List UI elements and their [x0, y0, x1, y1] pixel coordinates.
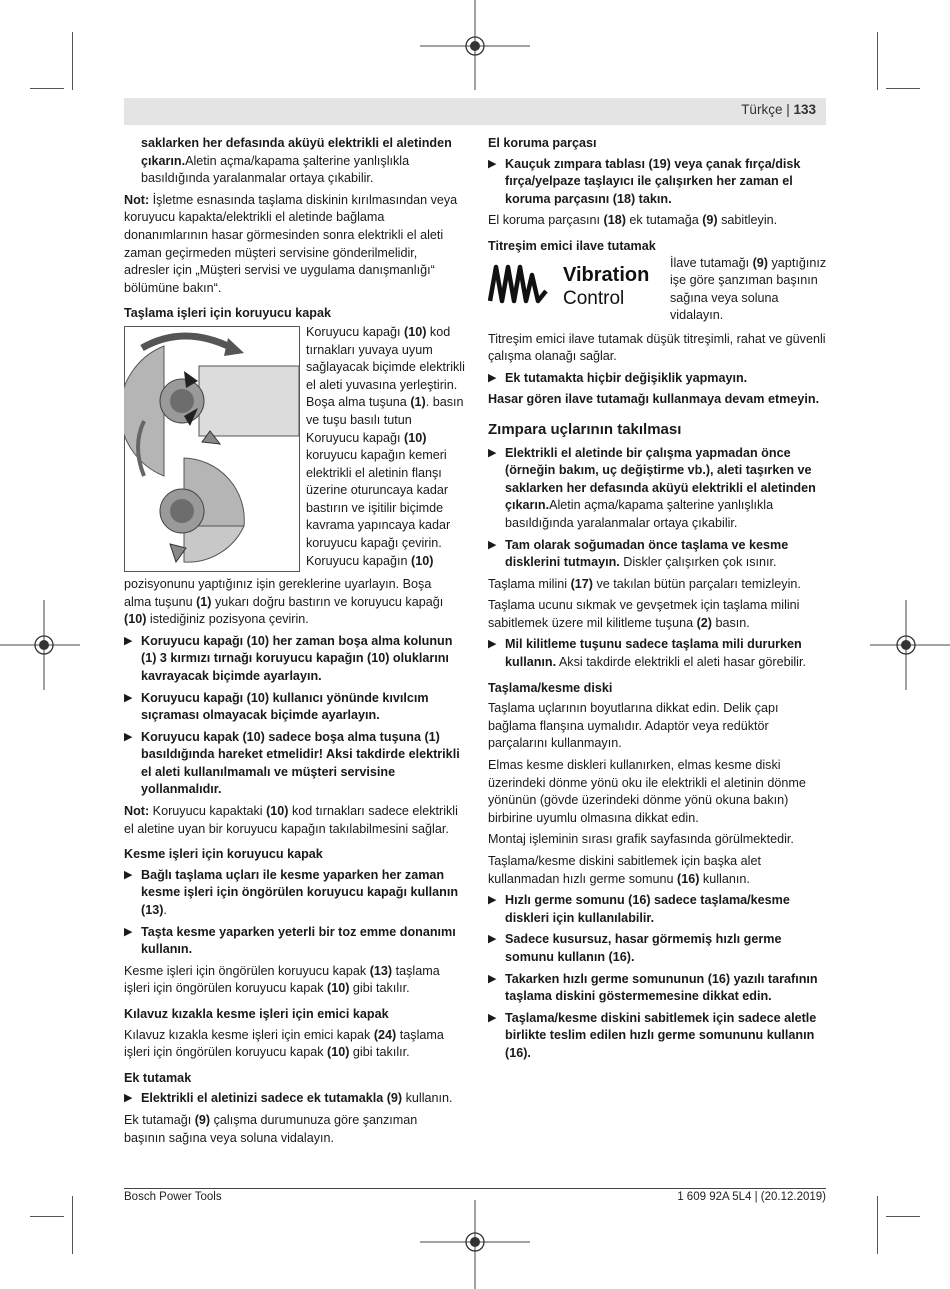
bullet-arrow-icon: ▶ — [488, 894, 497, 907]
bullet-item — [488, 537, 826, 572]
bullet-item — [124, 924, 462, 959]
bullet-arrow-icon: ▶ — [488, 157, 497, 170]
bullet-arrow-icon: ▶ — [488, 371, 497, 384]
logo-word-control: Control — [563, 287, 625, 309]
bullet-arrow-icon: ▶ — [124, 691, 133, 704]
ref: (9) — [194, 1112, 211, 1127]
aux-paragraph — [124, 1112, 462, 1147]
section-heading-cut: Kesme işleri için koruyucu kapak — [124, 847, 323, 862]
bullet-text: Sadece kusursuz, hasar görmemiş hızlı germe somunu kullanın (16). — [505, 932, 782, 964]
bullet-text: Elektrikli el aletinde bir çalışma yapmadan önce (örneğin bakım, uç değiştirme vb.), aleti taşırken ve saklarken her defasında aküyü elektrikli el aletinden çıkarın. — [505, 445, 816, 513]
section-heading-aux: Ek tutamak — [124, 1070, 192, 1085]
text: Kılavuz kızakla kesme işleri için emici kapak — [124, 1027, 374, 1042]
section-heading-guard: Taşlama işleri için koruyucu kapak — [124, 306, 331, 321]
vibration-block — [488, 255, 827, 331]
text: ve takılan bütün parçaları temizleyin. — [593, 576, 801, 591]
header-language: Türkçe — [741, 102, 783, 117]
text: İlave tutamağı — [670, 255, 753, 270]
note-paragraph-2 — [124, 803, 462, 838]
note-text: İşletme esnasında taşlama diskinin kırılmasından veya koruyucu kapakta/elektrikli el aletinde bağlama donanımlarının hasar görmesinden sonra elektrikli el aleti zaman geçirmeden müşteri servisine gönderilmelidir, adresler için „Müşteri servisi ve uygulama danışmanlığı“ bölümüne bakın“. — [124, 192, 458, 295]
bullet-text: Elektrikli el aletinizi sadece ek tutamakla (9) — [141, 1091, 403, 1106]
ref: (1) — [196, 594, 212, 609]
registration-mark-icon — [420, 1200, 530, 1289]
page-number: 133 — [793, 102, 816, 117]
guard-figure-block — [124, 324, 465, 576]
text: sabitleyin. — [717, 213, 778, 228]
bullet-arrow-icon: ▶ — [488, 538, 497, 551]
vibration-side-text — [670, 255, 830, 325]
bullet-item — [124, 867, 462, 920]
crop-mark — [30, 1216, 64, 1217]
bullet-text: Taşlama/kesme diskini sabitlemek için sadece aletle birlikte teslim edilen hızlı germe somununu kullanın (16). — [505, 1010, 817, 1060]
crop-mark — [72, 1196, 73, 1254]
intro-paragraph — [124, 135, 462, 188]
ref: (10) — [266, 804, 289, 819]
text: taşlama işleri için öngörülen koruyucu kapak — [124, 1027, 444, 1060]
section-heading-vibration: Titreşim emici ilave tutamak — [488, 238, 656, 253]
guard-continuation — [124, 576, 462, 629]
ref: (10) — [327, 981, 350, 996]
bullet-text: kullanın. — [402, 1091, 453, 1106]
text: Taşlama/kesme diskini sabitlemek için başka alet kullanmadan hızlı germe somunu — [488, 854, 761, 886]
bullet-item — [488, 892, 826, 927]
text: gibi takılır. — [349, 1045, 410, 1060]
logo-word-vibration: Vibration — [563, 263, 650, 286]
text: Koruyucu kapaktaki — [149, 804, 267, 819]
note-label: Not: — [124, 192, 150, 207]
crop-mark — [886, 88, 920, 89]
lock-paragraph — [488, 597, 826, 632]
text: basın. — [711, 615, 750, 630]
disc-paragraph-1: Taşlama uçlarının boyutlarına dikkat edin. Delik çapı bağlama flanşına uymalıdır. Adaptör veya redüktör parçalarını kullanmayın. — [488, 701, 779, 751]
bullet-text: Koruyucu kapağı (10) kullanıcı yönünde kıvılcım sıçraması olmayacak biçimde ayarlayın. — [141, 690, 429, 723]
sled-paragraph — [124, 1027, 462, 1062]
bullet-arrow-icon: ▶ — [124, 634, 133, 647]
ref: (10) — [124, 612, 147, 627]
bullet-text: Tam olarak soğumadan önce taşlama ve kesme disklerini tutmayın. — [505, 537, 789, 570]
bullet-item — [124, 633, 462, 686]
bullet-item — [488, 445, 826, 533]
crop-mark — [886, 1216, 920, 1217]
note-label: Not: — [124, 804, 150, 819]
bullet-item — [124, 1090, 462, 1108]
bullet-text: Mil kilitleme tuşunu sadece taşlama mili dururken kullanın. — [505, 637, 802, 670]
text: taşlama işleri için öngörülen koruyucu kapak — [124, 963, 440, 996]
bullet-item — [488, 971, 826, 1006]
hand-paragraph — [488, 212, 826, 230]
crop-mark — [877, 1196, 878, 1254]
right-column — [488, 135, 826, 1067]
ref: (17) — [570, 576, 593, 591]
text: yaptığınız işe göre şanzıman başının sağına veya soluna vidalayın. — [670, 255, 827, 323]
text: çalışma durumunuza göre şanzıman başının sağına veya soluna vidalayın. — [124, 1112, 418, 1145]
fig-text: kod tırnakları yuvaya uyum sağlayacak biçimde elektrikli el aleti yuvasına yerleştirin. Boşa alma tuşuna — [306, 324, 465, 410]
intro-text: Aletin açma/kapama şalterine yanlışlıkla basıldığında yaralanmalar ortaya çıkabilir. — [141, 153, 410, 186]
crop-mark — [72, 32, 73, 90]
ref: (9) — [702, 213, 718, 228]
bullet-text: Hızlı germe somunu (16) sadece taşlama/kesme diskleri için kullanılabilir. — [505, 893, 790, 925]
vibration-paragraph: Titreşim emici ilave tutamak düşük titreşimli, rahat ve güvenli çalışma olanağı sağlar. — [488, 331, 826, 364]
bullet-arrow-icon: ▶ — [124, 868, 133, 881]
bullet-text: Bağlı taşlama uçları ile kesme yaparken her zaman kesme işleri için öngörülen koruyucu kapağı kullanın (13) — [141, 867, 459, 918]
bullet-item — [124, 729, 462, 799]
bullet-item — [488, 931, 826, 966]
ref: (18) — [603, 213, 626, 228]
section-heading-hand: El koruma parçası — [488, 136, 597, 150]
text: pozisyonunu yaptığınız işin gereklerine uyarlayın. Boşa alma tuşunu — [124, 576, 432, 609]
bullet-item — [488, 370, 826, 388]
clean-paragraph — [488, 576, 826, 594]
guard-installation-figure — [124, 326, 300, 572]
bullet-arrow-icon: ▶ — [488, 972, 497, 985]
note-paragraph — [124, 192, 462, 298]
bullet-text: Taşta kesme yaparken yeterli bir toz emme donanımı kullanın. — [141, 924, 456, 957]
bullet-text: Koruyucu kapak (10) sadece boşa alma tuşuna (1) basıldığında hareket etmelidir! Aksi takdirde elektrikli el aleti kullanılmamalı ve müşteri servisine yollanmalıdır. — [141, 729, 460, 797]
ref: (24) — [373, 1027, 397, 1042]
crop-mark — [30, 88, 64, 89]
bullet-item — [488, 156, 826, 209]
bullet-text: Koruyucu kapağı (10) her zaman boşa alma kolunun (1) 3 kırmızı tırnağı koruyucu kapağın (10) oluklarını kavrayacak biçimde ayarlayın. — [141, 633, 453, 683]
warning-text: Hasar gören ilave tutamağı kullanmaya devam etmeyin. — [488, 392, 820, 407]
ref: (16) — [677, 871, 700, 886]
ref: (9) — [752, 255, 769, 270]
section-heading-tools: Zımpara uçlarının takılması — [488, 420, 682, 438]
vibration-control-logo — [488, 261, 660, 309]
page-header — [124, 98, 826, 125]
fig-text: Koruyucu kapağı — [306, 430, 405, 445]
text: gibi takılır. — [349, 981, 410, 996]
disc-paragraph-4 — [488, 853, 826, 888]
disc-paragraph-2: Elmas kesme diskleri kullanırken, elmas kesme diski üzerindeki dönme yönü oku ile elektrikli el aletinin dönme yönünün (gövde üzerindeki dönme yönü okuna bakın) birbirine uyumlu olmasına dikkat edin. — [488, 758, 806, 825]
registration-mark-icon — [870, 600, 950, 690]
fig-text: . basın ve tuşu basılı tutun — [306, 395, 464, 427]
bullet-text: Takarken hızlı germe somununun (16) yazılı tarafının taşlama diskini göstermemesine dikkat edin. — [505, 971, 818, 1004]
text: Ek tutamağı — [124, 1112, 195, 1127]
left-column — [124, 135, 465, 1151]
bullet-arrow-icon: ▶ — [488, 638, 497, 651]
fig-text: Koruyucu kapağın — [306, 553, 412, 568]
bullet-text: Ek tutamakta hiçbir değişiklik yapmayın. — [505, 370, 748, 385]
footer-left: Bosch Power Tools — [124, 1191, 222, 1203]
text: yukarı doğru bastırın ve koruyucu kapağı — [211, 594, 444, 609]
fig-text: koruyucu kapağın kemeri elektrikli el aletinin flanşı üzerine oturuncaya kadar bastırın ve işitilir biçimde kavrama yapıncaya kadar koruyucu kapağı çevirin. — [306, 448, 451, 551]
footer-divider — [124, 1188, 826, 1189]
fig-ref: (10) — [411, 553, 434, 568]
bullet-arrow-icon: ▶ — [488, 1011, 497, 1024]
footer-right: 1 609 92A 5L4 | (20.12.2019) — [677, 1191, 826, 1203]
bullet-item — [488, 636, 826, 671]
registration-mark-icon — [420, 0, 530, 90]
bullet-arrow-icon: ▶ — [488, 446, 497, 459]
bullet-item — [488, 1010, 826, 1063]
registration-mark-icon — [0, 600, 80, 690]
ref: (10) — [327, 1045, 350, 1060]
text: Kesme işleri için öngörülen koruyucu kapak — [124, 963, 370, 978]
bullet-text: Diskler çalışırken çok ısınır. — [619, 555, 777, 570]
bullet-text: Kauçuk zımpara tablası (19) veya çanak fırça/disk fırça/yelpaze taşlayıcı ile çalışırken her zaman el koruma parçasını (18) takın. — [505, 156, 801, 206]
text: El koruma parçasını — [488, 213, 604, 228]
header-text: Türkçe | 133 — [741, 102, 816, 117]
bullet-text: Aletin açma/kapama şalterine yanlışlıkla basıldığında yaralanmalar ortaya çıkabilir. — [505, 498, 774, 530]
section-heading-sled: Kılavuz kızakla kesme işleri için emici kapak — [124, 1007, 389, 1021]
intro-bold: saklarken her defasında aküyü elektrikli el aletinden çıkarın. — [141, 136, 452, 168]
text: istediğiniz pozisyona çevirin. — [146, 612, 309, 627]
guard-figure-text — [306, 324, 466, 570]
fig-ref: (1) — [410, 395, 426, 410]
bullet-arrow-icon: ▶ — [124, 1092, 133, 1105]
disc-paragraph-3: Montaj işleminin sırası grafik sayfasında görülmektedir. — [488, 832, 794, 847]
bullet-text: . — [163, 903, 167, 918]
bullet-arrow-icon: ▶ — [124, 925, 133, 938]
cut-paragraph — [124, 963, 462, 998]
crop-mark — [877, 32, 878, 90]
bullet-text: Aksi takdirde elektrikli el aleti hasar görebilir. — [556, 655, 806, 670]
ref: (2) — [696, 615, 712, 630]
text: Taşlama milini — [488, 576, 571, 591]
fig-text: Koruyucu kapağı — [306, 324, 405, 339]
text: Taşlama ucunu sıkmak ve gevşetmek için taşlama milini sabitlemek üzere mil kilitleme tuşuna — [488, 598, 800, 630]
bullet-arrow-icon: ▶ — [124, 730, 133, 743]
text: kullanın. — [699, 871, 750, 886]
vibration-warning — [488, 391, 826, 409]
bullet-item — [124, 690, 462, 725]
text: ek tutamağa — [625, 213, 703, 228]
bullet-arrow-icon: ▶ — [488, 933, 497, 946]
section-heading-disc: Taşlama/kesme diski — [488, 680, 613, 695]
fig-ref: (10) — [404, 324, 427, 339]
ref: (13) — [369, 963, 393, 978]
text: kod tırnakları sadece elektrikli el aletine uyan bir koruyucu kapağın takılabilmesini sağlar. — [124, 804, 458, 836]
fig-ref: (10) — [404, 430, 427, 445]
